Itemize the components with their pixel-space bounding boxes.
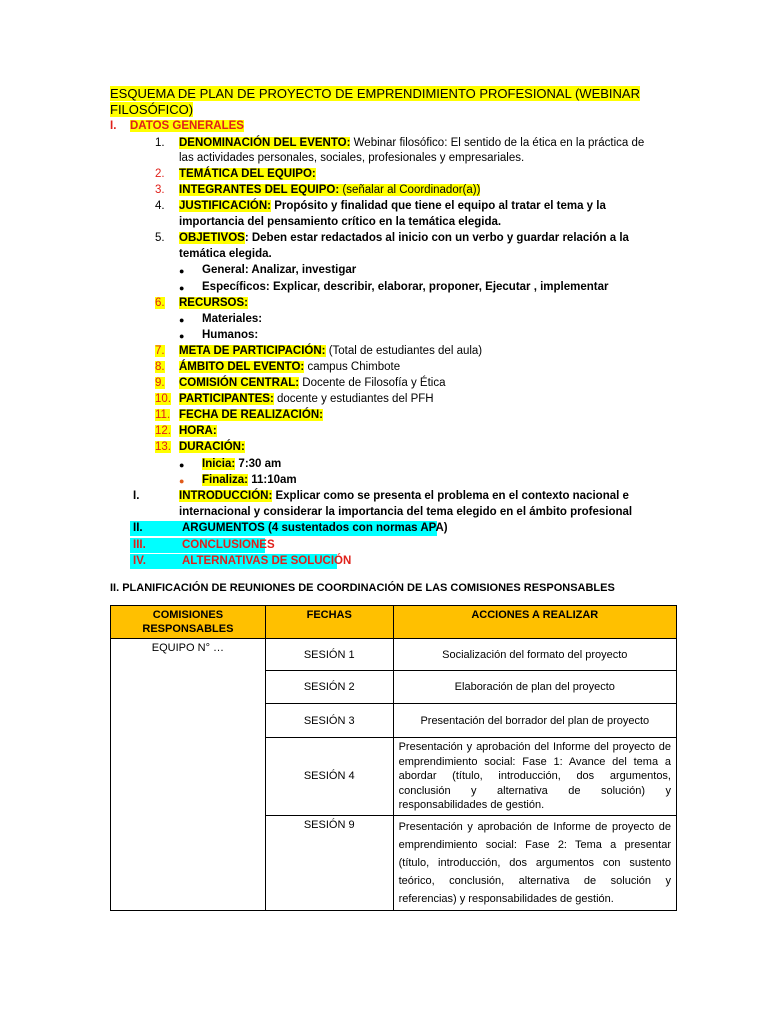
table-header-row: [111, 606, 677, 639]
item-9: [179, 376, 446, 391]
alternatives-row: [130, 554, 352, 569]
item-6: [179, 296, 248, 311]
header-actions: ACCIONES A REALIZAR: [393, 606, 676, 639]
item-13-start: Inicia: 7:30 am: [202, 458, 282, 470]
item-3-number: 3.: [155, 184, 165, 196]
document-title: [110, 86, 640, 102]
item-4: [179, 199, 606, 214]
action-cell: Elaboración de plan del proyecto: [393, 671, 676, 704]
arguments-row: [130, 521, 448, 536]
item-11-label: FECHA DE REALIZACIÓN:: [179, 409, 323, 421]
item-12-number: 12.: [155, 425, 171, 437]
item-12-label: HORA:: [179, 425, 217, 437]
arguments-number: II.: [133, 522, 143, 534]
bullet-icon: ●: [179, 283, 185, 293]
bullet-icon: ●: [179, 331, 185, 341]
action-cell: Presentación y aprobación del Informe del proyecto de emprendimiento social: Fase 1: Avance del tema a abordar (título, introducción, dos argumentos, conclusión y alternativa de solución) y responsabilidades de gestión.: [393, 738, 676, 816]
header-dates: FECHAS: [265, 606, 393, 639]
session-cell: SESIÓN 4: [265, 738, 393, 816]
alternatives-number: IV.: [133, 555, 147, 567]
item-13-number: 13.: [155, 441, 171, 453]
item-5-value-cont: temática elegida.: [179, 248, 272, 260]
intro-label: INTRODUCCIÓN:: [179, 490, 273, 502]
item-3-value: (señalar al Coordinador(a)): [339, 184, 481, 196]
bullet-icon: ●: [179, 476, 185, 486]
section-1-heading: DATOS GENERALES: [130, 120, 244, 132]
item-2-label: TEMÁTICA DEL EQUIPO:: [179, 168, 316, 180]
bullet-icon: ●: [179, 315, 185, 325]
item-5-number: 5.: [155, 232, 165, 244]
item-9-value: Docente de Filosofía y Ética: [299, 377, 446, 389]
conclusions-row: [130, 538, 275, 553]
session-cell: SESIÓN 3: [265, 704, 393, 738]
conclusions-number: III.: [133, 539, 146, 551]
item-7: [179, 344, 482, 359]
section-2-heading: II. PLANIFICACIÓN DE REUNIONES DE COORDINACIÓN DE LAS COMISIONES RESPONSABLES: [110, 582, 615, 594]
item-11: [179, 408, 323, 423]
item-13-end: Finaliza: 11:10am: [202, 474, 297, 486]
item-13: [179, 440, 245, 455]
item-7-number: 7.: [155, 345, 165, 357]
item-1: [179, 136, 644, 151]
team-cell: EQUIPO N° …: [111, 639, 266, 911]
item-5-bullet-specific: Específicos: Explicar, describir, elaborar, proponer, Ejecutar , implementar: [202, 281, 609, 293]
item-6-bullet-human: Humanos:: [202, 329, 259, 341]
intro-number: I.: [133, 490, 140, 502]
item-8-label: ÁMBITO DEL EVENTO:: [179, 361, 305, 373]
item-2-number: 2.: [155, 168, 165, 180]
item-10: [179, 392, 434, 407]
bullet-icon: ●: [179, 460, 185, 470]
conclusions-label: CONCLUSIONES: [182, 539, 275, 551]
session-cell: SESIÓN 2: [265, 671, 393, 704]
table-row: [111, 639, 677, 671]
item-4-number: 4.: [155, 200, 165, 212]
section-1-number: I.: [110, 120, 117, 132]
item-6-number: 6.: [155, 297, 165, 309]
item-2: [179, 167, 316, 182]
item-10-value: docente y estudiantes del PFH: [273, 393, 434, 405]
item-5: [179, 231, 629, 246]
item-9-number: 9.: [155, 377, 165, 389]
title-line-1: ESQUEMA DE PLAN DE PROYECTO DE EMPRENDIMIENTO PROFESIONAL (WEBINAR: [110, 86, 640, 101]
item-8-number: 8.: [155, 361, 165, 373]
item-8-value: campus Chimbote: [304, 361, 401, 373]
session-cell: SESIÓN 9: [265, 815, 393, 910]
item-1-value: Webinar filosófico: El sentido de la ética en la práctica de: [350, 137, 645, 149]
action-cell: Presentación y aprobación de Informe de proyecto de emprendimiento social: Fase 2: Tema a presentar (título, introducción, dos argumentos con sustento teórico, conclusión, alternativa de solución y referencias) y responsabilidades de gestión.: [393, 815, 676, 910]
item-1-number: 1.: [155, 137, 165, 149]
item-8: [179, 360, 400, 375]
item-6-label: RECURSOS:: [179, 297, 249, 309]
item-10-label: PARTICIPANTES:: [179, 393, 274, 405]
item-5-label: OBJETIVOS: [179, 232, 245, 244]
item-4-value: Propósito y finalidad que tiene el equipo al tratar el tema y la: [271, 200, 606, 212]
item-9-label: COMISIÓN CENTRAL:: [179, 377, 300, 389]
item-12: [179, 424, 217, 439]
action-cell: Socialización del formato del proyecto: [393, 639, 676, 671]
arguments-label: ARGUMENTOS (4 sustentados con normas APA): [182, 522, 448, 534]
item-10-number: 10.: [155, 393, 171, 405]
bullet-icon: ●: [179, 266, 185, 276]
item-11-number: 11.: [155, 409, 171, 421]
header-commissions: COMISIONES RESPONSABLES: [111, 606, 266, 639]
item-5-value: : Deben estar redactados al inicio con un verbo y guardar relación a la: [244, 232, 629, 244]
item-3-label: INTEGRANTES DEL EQUIPO:: [179, 184, 340, 196]
item-5-bullet-general: General: Analizar, investigar: [202, 264, 357, 276]
item-7-value: (Total de estudiantes del aula): [325, 345, 483, 357]
item-1-value-cont: las actividades personales, sociales, profesionales y empresariales.: [179, 152, 525, 164]
planning-table: [110, 605, 677, 911]
item-13-label: DURACIÓN:: [179, 441, 245, 453]
intro-line-1: INTRODUCCIÓN: Explicar como se presenta el problema en el contexto nacional e: [179, 490, 629, 502]
item-4-value-cont: importancia del pensamiento crítico en la temática elegida.: [179, 216, 502, 228]
alternatives-label: ALTERNATIVAS DE SOLUCIÓN: [182, 555, 352, 567]
session-cell: SESIÓN 1: [265, 639, 393, 671]
item-4-label: JUSTIFICACIÓN:: [179, 200, 271, 212]
item-3: [179, 183, 480, 198]
item-1-label: DENOMINACIÓN DEL EVENTO:: [179, 137, 351, 149]
item-7-label: META DE PARTICIPACIÓN:: [179, 345, 326, 357]
item-6-bullet-materials: Materiales:: [202, 313, 263, 325]
title-line-2: FILOSÓFICO): [110, 102, 194, 117]
intro-line-2: internacional y considerar la importancia del tema elegido en el ámbito profesional: [179, 506, 633, 518]
action-cell: Presentación del borrador del plan de proyecto: [393, 704, 676, 738]
